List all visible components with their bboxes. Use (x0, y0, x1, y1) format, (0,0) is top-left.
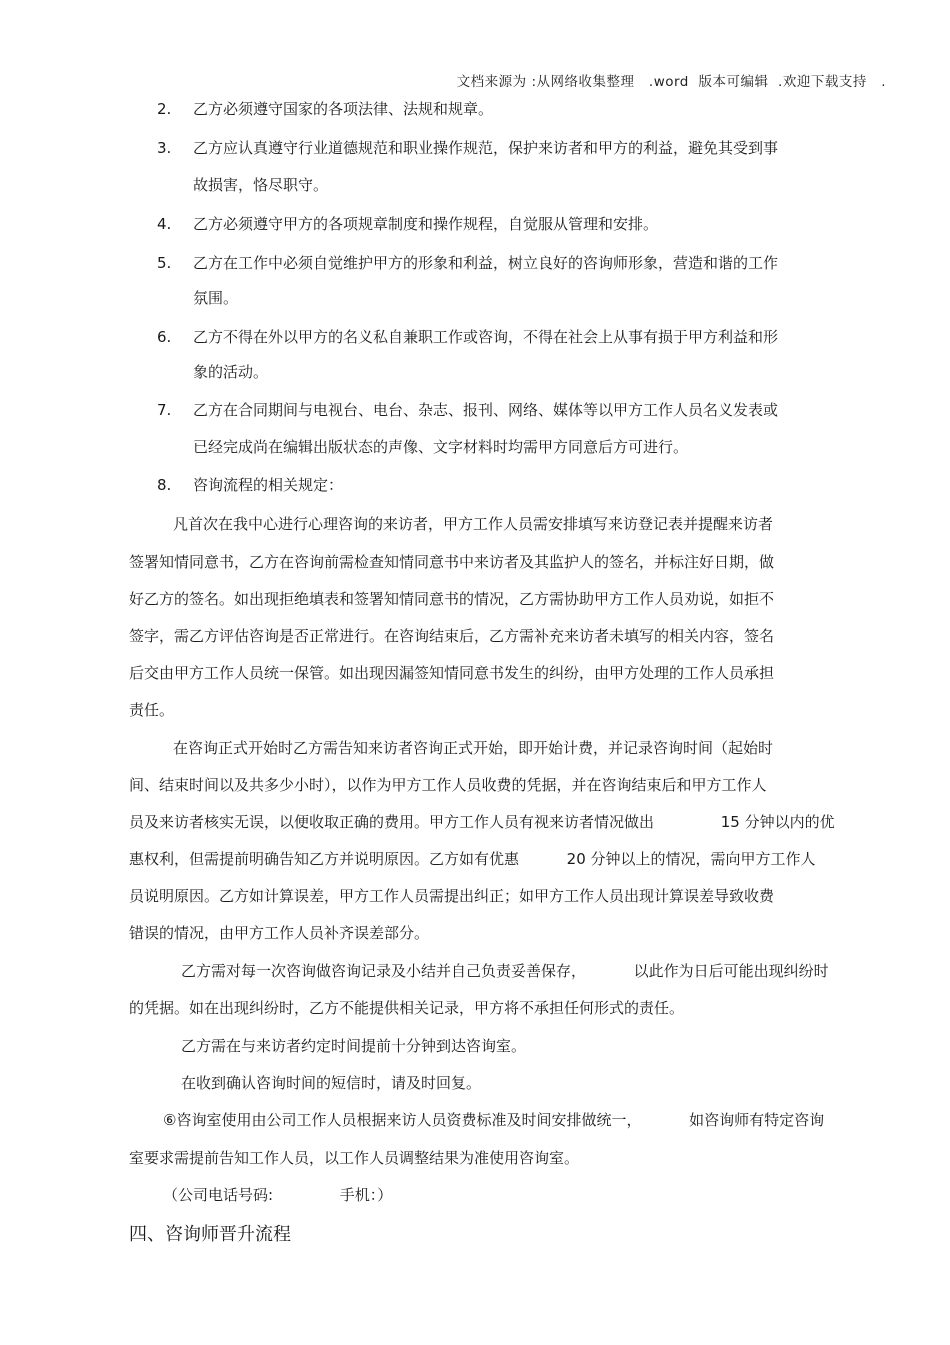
item-line: 乙方必须遵守甲方的各项规章制度和操作规程，自觉服从管理和安排。 (193, 215, 659, 233)
item-line: 已经完成尚在编辑出版状态的声像、文字材料时均需甲方同意后方可进行。 (193, 438, 689, 456)
paragraph-line: 乙方需在与来访者约定时间提前十分钟到达咨询室。 (181, 1037, 527, 1055)
paragraph-line: 责任。 (129, 701, 175, 719)
source-note-header: 文档来源为 :从网络收集整理 .word 版本可编辑 .欢迎下载支持 . (456, 74, 886, 90)
item-number: 2. (157, 100, 172, 118)
paragraph-line: 间、结束时间以及共多少小时），以作为甲方工作人员收费的凭据，并在咨询结束后和甲方工作人 (129, 776, 767, 794)
paragraph-line: 的凭据。如在出现纠纷时，乙方不能提供相关记录，甲方将不承担任何形式的责任。 (129, 999, 685, 1017)
item-number: 4. (157, 215, 172, 233)
item-line: 乙方在工作中必须自觉维护甲方的形象和利益，树立良好的咨询师形象，营造和谐的工作 (193, 254, 779, 272)
item-line: 乙方应认真遵守行业道德规范和职业操作规范，保护来访者和甲方的利益，避免其受到事 (193, 139, 779, 157)
item-number: 8. (157, 476, 172, 494)
paragraph-line: 在收到确认咨询时间的短信时，请及时回复。 (181, 1074, 482, 1092)
item-line: 咨询流程的相关规定： (193, 476, 344, 494)
item-line: 乙方在合同期间与电视台、电台、杂志、报刊、网络、媒体等以甲方工作人员名义发表或 (193, 401, 779, 419)
item-line: 故损害，恪尽职守。 (193, 176, 329, 194)
paragraph-line: 好乙方的签名。如出现拒绝填表和签署知情同意书的情况，乙方需协助甲方工作人员劝说，如拒不 (129, 590, 775, 608)
paragraph-line: 签字，需乙方评估咨询是否正常进行。在咨询结束后，乙方需补充来访者未填写的相关内容，签名 (129, 627, 775, 645)
item-line: 氛围。 (193, 289, 239, 307)
item-number: 7. (157, 401, 172, 419)
paragraph-line: 后交由甲方工作人员统一保管。如出现因漏签知情同意书发生的纠纷，由甲方处理的工作人员承担 (129, 664, 775, 682)
item-line: 象的活动。 (193, 363, 269, 381)
paragraph-line: 错误的情况，由甲方工作人员补齐误差部分。 (129, 924, 430, 942)
paragraph-line: 乙方需对每一次咨询做咨询记录及小结并自己负责妥善保存， 以此作为日后可能出现纠纷时 (181, 962, 829, 980)
paragraph-line: 签署知情同意书，乙方在咨询前需检查知情同意书中来访者及其监护人的签名，并标注好日期，做 (129, 553, 775, 571)
paragraph-line: 员说明原因。乙方如计算误差，甲方工作人员需提出纠正；如甲方工作人员出现计算误差导致收费 (129, 887, 775, 905)
item-line: 乙方必须遵守国家的各项法律、法规和规章。 (193, 100, 494, 118)
paragraph-line: 凡首次在我中心进行心理咨询的来访者，甲方工作人员需安排填写来访登记表并提醒来访者 (173, 515, 774, 533)
paragraph-line: 室要求需提前告知工作人员，以工作人员调整结果为准使用咨询室。 (129, 1149, 580, 1167)
item-number: 6. (157, 328, 172, 346)
item-number: 3. (157, 139, 172, 157)
paragraph-line: ⑥咨询室使用由公司工作人员根据来访人员资费标准及时间安排做统一， 如咨询师有特定咨询 (163, 1111, 825, 1129)
paragraph-line: 在咨询正式开始时乙方需告知来访者咨询正式开始，即开始计费，并记录咨询时间（起始时 (173, 739, 774, 757)
contact-line: （公司电话号码: 手机：） (163, 1186, 393, 1204)
section-title: 四、咨询师晋升流程 (129, 1224, 291, 1245)
paragraph-line: 员及来访者核实无误，以便收取正确的费用。甲方工作人员有视来访者情况做出 15 分钟以内的优 (129, 813, 835, 831)
item-number: 5. (157, 254, 172, 272)
paragraph-line: 惠权利，但需提前明确告知乙方并说明原因。乙方如有优惠 20 分钟以上的情况，需向甲方工作人 (129, 850, 816, 868)
item-line: 乙方不得在外以甲方的名义私自兼职工作或咨询，不得在社会上从事有损于甲方利益和形 (193, 328, 779, 346)
